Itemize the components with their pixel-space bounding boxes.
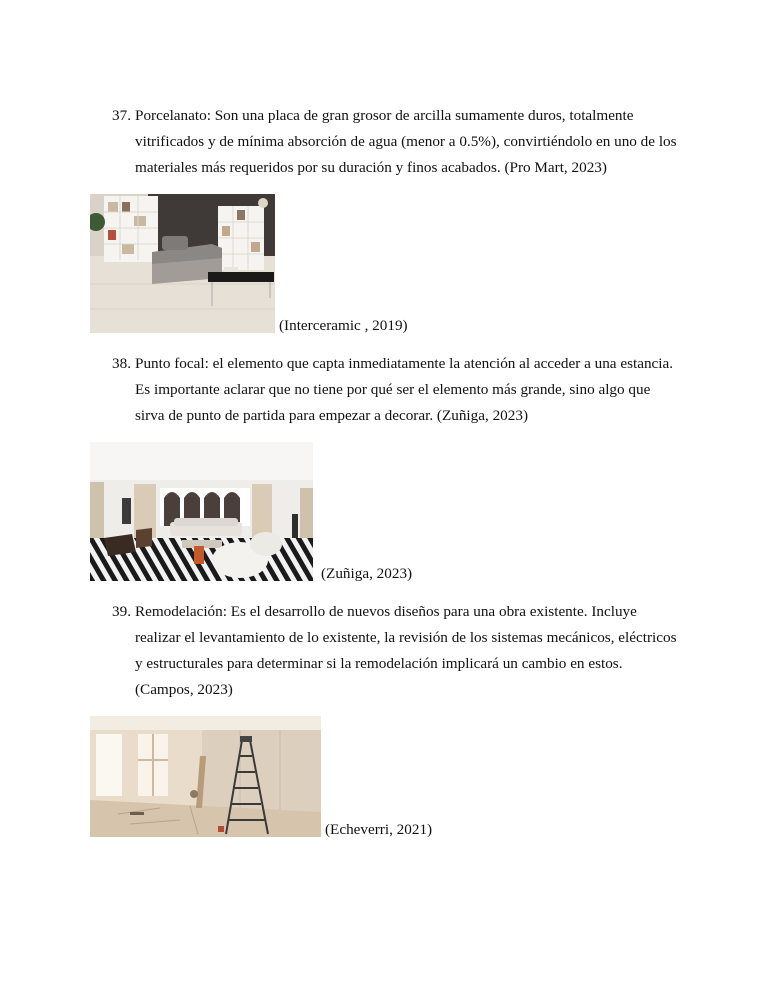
list-item-38	[112, 351, 682, 429]
item-number: 38.	[112, 355, 131, 372]
porcelanato-photo	[90, 194, 275, 333]
image-caption: (Zuñiga, 2023)	[321, 565, 413, 582]
punto-focal-photo	[90, 442, 313, 581]
remodelacion-photo	[90, 716, 321, 837]
item-text: Punto focal: el elemento que capta inmediatamente la atención al acceder a una estancia. Es importante aclarar que no tiene por qué ser el elemento más grande, sino algo que sirva de punto de partida para empezar a decorar. (Zuñiga, 2023)	[135, 355, 674, 424]
item-number: 37.	[112, 107, 131, 124]
list-item-39	[112, 599, 682, 703]
item-text: Remodelación: Es el desarrollo de nuevos diseños para una obra existente. Incluye realizar el levantamiento de lo existente, la revisión de los sistemas mecánicos, eléctricos y estructurales para determinar si la remodelación implicará un cambio en estos. (Campos, 2023)	[135, 603, 677, 698]
list-item-37	[112, 103, 682, 181]
figure-porcelanato	[90, 194, 408, 333]
item-number: 39.	[112, 603, 131, 620]
image-caption: (Interceramic , 2019)	[279, 317, 408, 334]
image-caption: (Echeverri, 2021)	[325, 821, 433, 838]
figure-punto-focal	[90, 442, 412, 581]
figure-remodelacion	[90, 716, 432, 837]
item-text: Porcelanato: Son una placa de gran grosor de arcilla sumamente duros, totalmente vitrificados y de mínima absorción de agua (menor a 0.5%), convirtiéndolo en uno de los materiales más requeridos por su duración y finos acabados. (Pro Mart, 2023)	[135, 107, 677, 176]
